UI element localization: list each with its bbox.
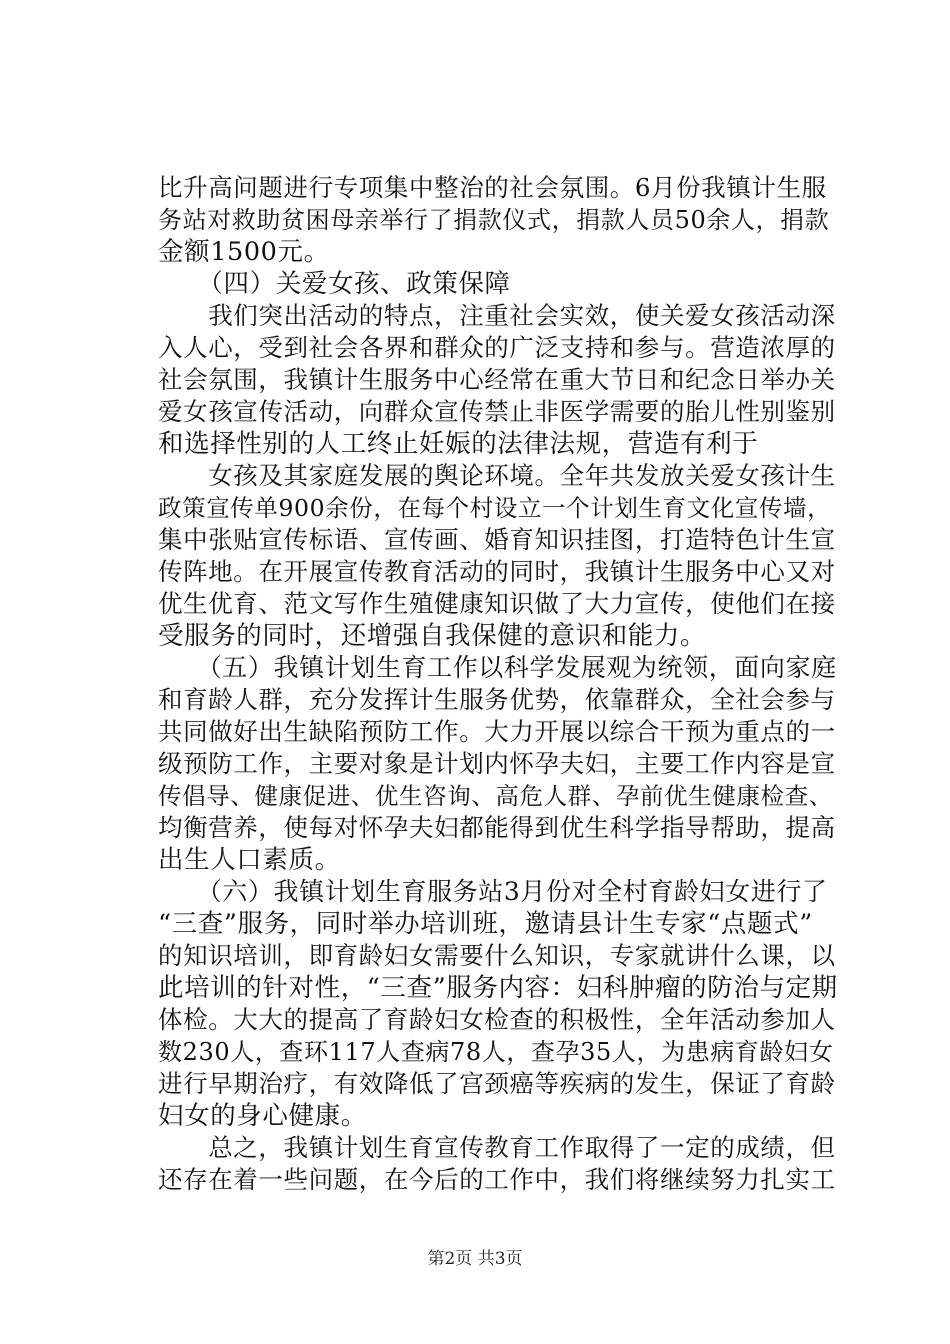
text-line: 我们突出活动的特点，注重社会实效，使关爱女孩活动深: [158, 301, 836, 330]
text-line: 传倡导、健康促进、优生咨询、高危人群、孕前优生健康检查、: [158, 782, 833, 810]
text-line: 进行早期治疗，有效降低了宫颈癌等疾病的发生，保证了育龄: [158, 1069, 836, 1098]
text-line: 和育龄人群，充分发挥计生服务优势，依靠群众，全社会参与: [158, 685, 836, 714]
text-line: 的知识培训，即育龄妇女需要什么知识，专家就讲什么课，以: [158, 941, 836, 970]
text-line: 务站对救助贫困母亲举行了捐款仪式，捐款人员50余人，捐款: [158, 206, 830, 234]
text-line: 出生人口素质。: [158, 845, 341, 875]
text-line: （四）关爱女孩、政策保障: [158, 269, 511, 299]
text-line: 比升高问题进行专项集中整治的社会氛围。6月份我镇计生服: [158, 173, 827, 202]
text-line: 传阵地。在开展宣传教育活动的同时，我镇计生服务中心又对: [158, 557, 836, 586]
text-line: 还存在着一些问题，在今后的工作中，我们将继续努力扎实工: [158, 1165, 836, 1194]
text-line: 级预防工作，主要对象是计划内怀孕夫妇，主要工作内容是宣: [158, 749, 836, 778]
text-line: “三查”服务，同时举办培训班，邀请县计生专家“点题式”: [158, 909, 813, 939]
text-line: 入人心，受到社会各界和群众的广泛支持和参与。营造浓厚的: [158, 333, 836, 362]
text-line: 优生优育、范文写作生殖健康知识做了大力宣传，使他们在接: [158, 589, 836, 618]
text-line: 女孩及其家庭发展的舆论环境。全年共发放关爱女孩计生: [158, 461, 836, 490]
text-line: 受服务的同时，还增强自我保健的意识和能力。: [158, 621, 707, 651]
text-line: 政策宣传单900余份，在每个村设立一个计划生育文化宣传墙，: [158, 494, 832, 522]
text-line: 均衡营养，使每对怀孕夫妇都能得到优生科学指导帮助，提高: [158, 813, 836, 842]
text-line: 和选择性别的人工终止妊娠的法律法规，营造有利于: [158, 429, 759, 459]
text-line: 妇女的身心健康。: [158, 1101, 367, 1131]
text-line: 爱女孩宣传活动，向群众宣传禁止非医学需要的胎儿性别鉴别: [158, 397, 836, 426]
text-line: 数230人，查环117人查病78人，查孕35人，为患病育龄妇女: [158, 1038, 834, 1066]
text-line: 社会氛围，我镇计生服务中心经常在重大节日和纪念日举办关: [158, 365, 836, 394]
page-footer: 第2页 共3页: [427, 1249, 523, 1269]
text-line: 集中张贴宣传标语、宣传画、婚育知识挂图，打造特色计生宣: [158, 525, 836, 554]
text-line: 总之，我镇计划生育宣传教育工作取得了一定的成绩，但: [158, 1133, 836, 1162]
text-line: 此培训的针对性，“三查”服务内容：妇科肿瘤的防治与定期: [158, 973, 838, 1003]
text-line: 金额1500元。: [158, 237, 330, 267]
text-line: 体检。大大的提高了育龄妇女检查的积极性，全年活动参加人: [158, 1005, 836, 1034]
text-line: 共同做好出生缺陷预防工作。大力开展以综合干预为重点的一: [158, 717, 836, 746]
document-body: [158, 172, 838, 1196]
text-line: （六）我镇计划生育服务站3月份对全村育龄妇女进行了: [158, 877, 828, 906]
text-line: （五）我镇计划生育工作以科学发展观为统领，面向家庭: [158, 653, 837, 682]
